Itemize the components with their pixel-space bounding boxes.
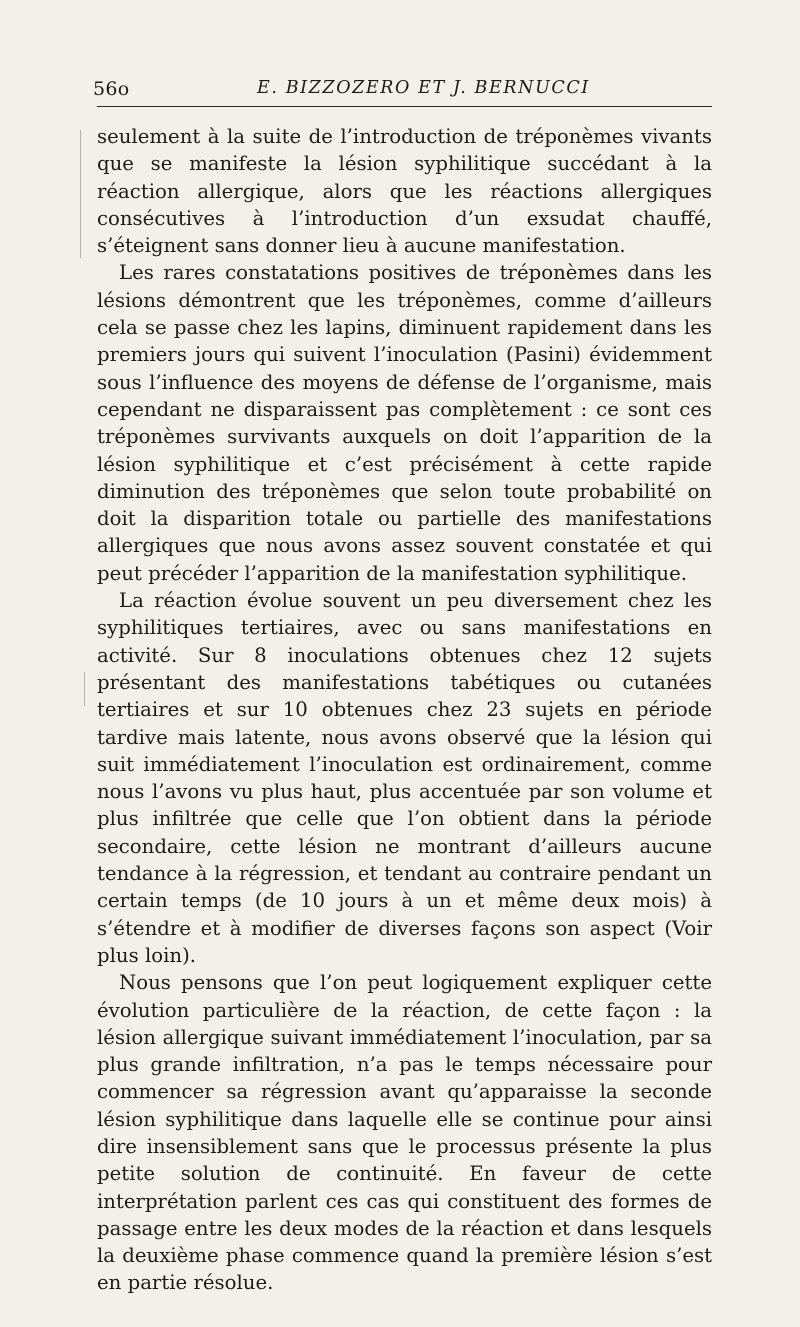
paragraph-1: seulement à la suite de l’introduction de tréponèmes vivants que se manifeste la lésion syphilitique succédant à la réaction allergique, alors que les réactions allergiques consécutives à l’introduction d’un exsudat chauffé, s’éteignent sans donner lieu à aucune manifestation. <box>97 125 712 258</box>
running-head: E. BIZZOZERO ET J. BERNUCCI <box>257 78 590 98</box>
page-header <box>93 78 712 107</box>
paragraph-2: Les rares constatations positives de tréponèmes dans les lésions démontrent que les tréponèmes, comme d’ailleurs cela se passe chez les lapins, diminuent rapidement dans les premiers jours qui suivent l’inoculation (Pasini) évidemment sous l’influence des moyens de défense de l’organisme, mais cependant ne disparaissent pas complètement : ce sont ces tréponèmes survivants auxquels on doit l’apparition de la lésion syphilitique et c’est précisément à cette rapide diminution des tréponèmes que selon toute probabilité on doit la disparition totale ou partielle des manifestations allergiques que nous avons assez souvent constatée et qui peut précéder l’apparition de la manifestation syphilitique. <box>97 261 712 585</box>
paragraph-4: Nous pensons que l’on peut logiquement expliquer cette évolution particulière de la réaction, de cette façon : la lésion allergique suivant immédiatement l’inoculation, par sa plus grande infiltration, n’a pas le temps nécessaire pour commencer sa régression avant qu’apparaisse la seconde lésion syphilitique dans laquelle elle se continue pour ainsi dire insensiblement sans que le processus présente la plus petite solution de continuité. En faveur de cette interprétation parlent ces cas qui constituent des formes de passage entre les deux modes de la réaction et dans lesquels la deuxième phase commence quand la première lésion s’est en partie résolue. <box>97 971 712 1295</box>
margin-pencil-mark <box>80 130 81 258</box>
book-page <box>93 78 712 1297</box>
margin-pencil-mark-lower <box>84 672 85 706</box>
page-number: 56o <box>93 78 130 100</box>
paragraph-3: La réaction évolue souvent un peu diversement chez les syphilitiques tertiaires, avec ou sans manifestations en activité. Sur 8 inoculations obtenues chez 12 sujets présentant des manifestations tabétiques ou cutanées tertiaires et sur 10 obtenues chez 23 sujets en période tardive mais latente, nous avons observé que la lésion qui suit immédiatement l’inoculation est ordinairement, comme nous l’avons vu plus haut, plus accentuée par son volume et plus infiltrée que celle que l’on obtient dans la période secondaire, cette lésion ne montrant d’ailleurs aucune tendance à la régression, et tendant au contraire pendant un certain temps (de 10 jours à un et même deux mois) à s’étendre et à modifier de diverses façons son aspect (Voir plus loin). <box>97 589 712 967</box>
body-text <box>97 123 712 1297</box>
